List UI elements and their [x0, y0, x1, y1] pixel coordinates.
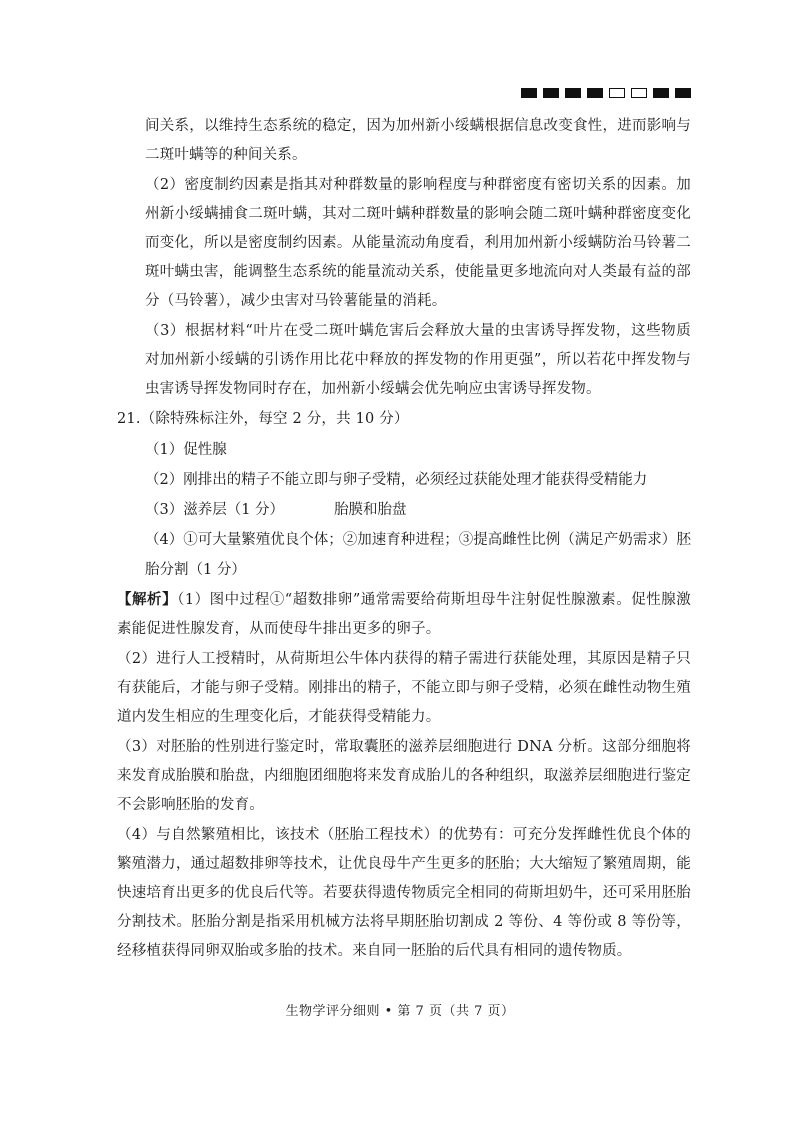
q21-analysis-1 [117, 585, 691, 644]
header-mark [587, 88, 603, 98]
q21-answer-3-right: 胎膜和胎盘 [334, 502, 407, 518]
header-mark [653, 88, 669, 98]
q21-header: 21.（除特殊标注外，每空 2 分，共 10 分） [117, 411, 409, 427]
q21-answer-4-line2: 胎分割（1 分） [145, 562, 246, 578]
q21-answer-3-left: （3）滋养层（1 分） [145, 502, 285, 518]
q21-answer-1: （1）促性腺 [145, 442, 227, 458]
analysis-label: 【解析】 [117, 591, 178, 608]
header-marks [521, 88, 691, 98]
header-mark [543, 88, 559, 98]
header-mark [675, 88, 691, 98]
q21-analysis-1-text: （1）图中过程①“超数排卵”通常需要给荷斯坦母牛注射促性腺激素。促性腺激素能促进性腺发育，从而使母牛排出更多的卵子。 [117, 592, 691, 637]
header-mark [565, 88, 581, 98]
q21-answer-4 [117, 525, 691, 585]
q21-analysis-4: （4）与自然繁殖相比，该技术（胚胎工程技术）的优势有：可充分发挥雌性优良个体的繁殖潜力，通过超数排卵等技术，让优良母牛产生更多的胚胎；大大缩短了繁殖周期，能快速培育出更多的优良后代等。若要获得遗传物质完全相同的荷斯坦奶牛，还可采用胚胎分割技术。胚胎分割是指采用机械方法将早期胚胎切割成 2 等份、4 等份或 8 等份等，经移植获得同卵双胎或多胎的技术。来自同一胚胎的后代具有相同的遗传物质。 [117, 827, 691, 959]
page-footer: 生物学评分细则 • 第 7 页（共 7 页） [285, 1004, 515, 1019]
q21-answer-2: （2）刚排出的精子不能立即与卵子受精，必须经过获能处理才能获得受精能力 [145, 472, 648, 488]
q21-answer-4-left: （4）①可大量繁殖优良个体；②加速育种进程；③提高雌性比例（满足产奶需求） [145, 532, 677, 548]
header-mark [521, 88, 537, 98]
q21-analysis-3: （3）对胚胎的性别进行鉴定时，常取囊胚的滋养层细胞进行 DNA 分析。这部分细胞将来发育成胎膜和胎盘，内细胞团细胞将来发育成胎儿的各种组织，取滋养层细胞进行鉴定不会影响胚胎的发育。 [117, 739, 691, 813]
q21-answer-3 [117, 495, 691, 525]
page-content [117, 112, 691, 967]
q21-analysis-2: （2）进行人工授精时，从荷斯坦公牛体内获得的精子需进行获能处理，其原因是精子只有获能后，才能与卵子受精。刚排出的精子，不能立即与卵子受精，必须在雌性动物生殖道内发生相应的生理变化后，才能获得受精能力。 [117, 651, 691, 725]
q20-analysis-2: （2）密度制约因素是指其对种群数量的影响程度与种群密度有密切关系的因素。加州新小绥螨捕食二斑叶螨，其对二斑叶螨种群数量的影响会随二斑叶螨种群密度变化而变化，所以是密度制约因素。从能量流动角度看，利用加州新小绥螨防治马铃薯二斑叶螨虫害，能调整生态系统的能量流动关系，使能量更多地流向对人类最有益的部分（马铃薯），减少虫害对马铃薯能量的消耗。 [145, 177, 691, 309]
q20-continuation: 间关系，以维持生态系统的稳定，因为加州新小绥螨根据信息改变食性，进而影响与二斑叶螨等的种间关系。 [145, 118, 691, 163]
header-mark [631, 88, 647, 98]
q21-answer-4-right: 胚 [676, 532, 691, 548]
header-mark [609, 88, 625, 98]
q20-analysis-3: （3）根据材料“叶片在受二斑叶螨危害后会释放大量的虫害诱导挥发物，这些物质对加州新小绥螨的引诱作用比花中释放的挥发物的作用更强”，所以若花中挥发物与虫害诱导挥发物同时存在，加州新小绥螨会优先响应虫害诱导挥发物。 [145, 323, 691, 397]
